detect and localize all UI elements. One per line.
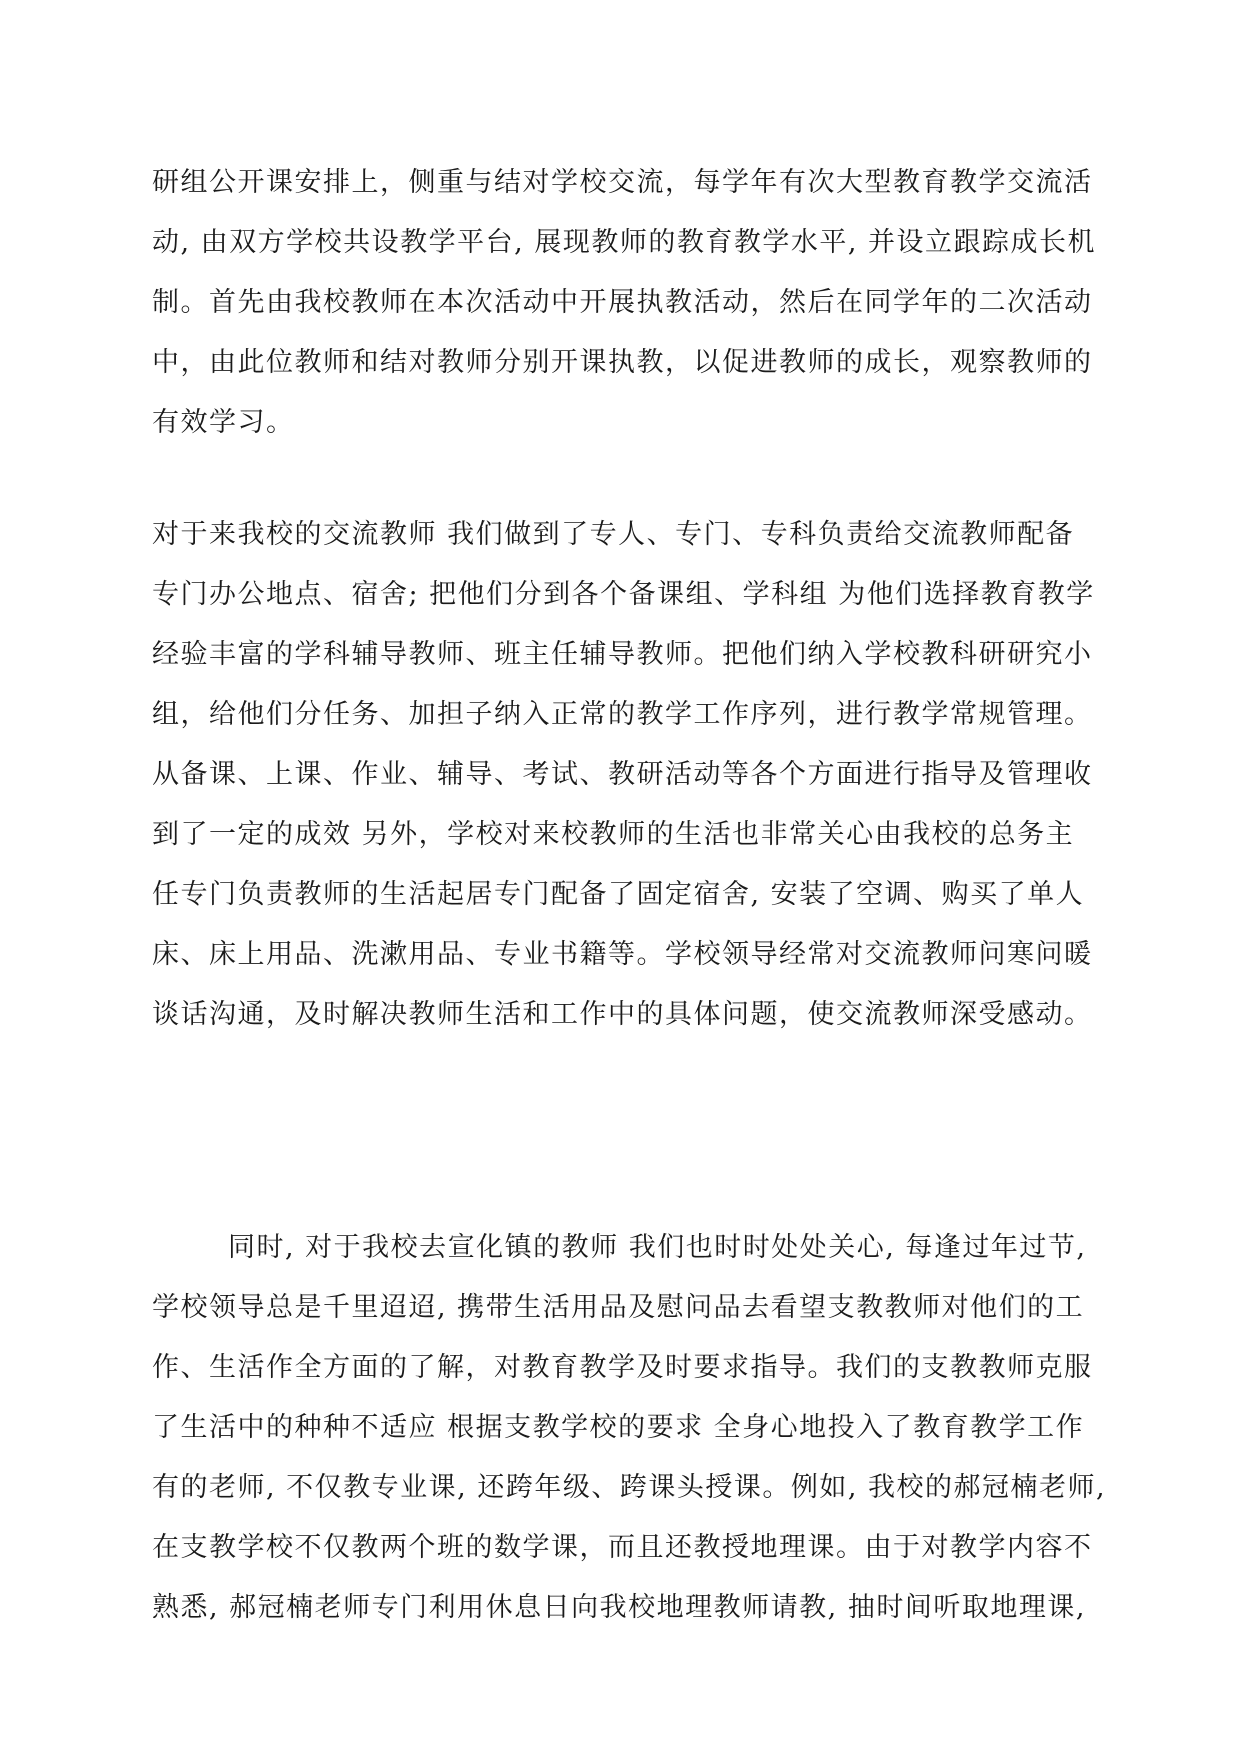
text-line: 动, 由双方学校共设教学平台, 展现教师的教育教学水平, 并设立跟踪成长机 xyxy=(152,227,1096,258)
text-line: 学校领导总是千里迢迢, 携带生活用品及慰问品去看望支教教师对他们的工 xyxy=(152,1292,1085,1323)
text-line: 制。首先由我校教师在本次活动中开展执教活动，然后在同学年的二次活动 xyxy=(152,287,1093,318)
text-line: 在支教学校不仅教两个班的数学课，而且还教授地理课。由于对教学内容不 xyxy=(152,1532,1093,1563)
text-line: 同时, 对于我校去宣化镇的教师 我们也时时处处关心, 每逢过年过节, xyxy=(228,1232,1087,1263)
paragraph-1 xyxy=(152,153,1112,453)
text-line: 组，给他们分任务、加担子纳入正常的教学工作序列，进行教学常规管理。 xyxy=(152,699,1093,730)
text-line: 从备课、上课、作业、辅导、考试、教研活动等各个方面进行指导及管理收 xyxy=(152,759,1093,790)
text-line: 经验丰富的学科辅导教师、班主任辅导教师。把他们纳入学校教科研研究小 xyxy=(152,639,1093,670)
text-line: 研组公开课安排上，侧重与结对学校交流，每学年有次大型教育教学交流活 xyxy=(152,167,1093,198)
text-line: 有效学习。 xyxy=(152,407,295,438)
text-line: 熟悉, 郝冠楠老师专门利用休息日向我校地理教师请教, 抽时间听取地理课, xyxy=(152,1592,1086,1623)
text-line: 到了一定的成效 另外，学校对来校教师的生活也非常关心由我校的总务主 xyxy=(152,819,1075,850)
text-line: 了生活中的种种不适应 根据支教学校的要求 全身心地投入了教育教学工作 xyxy=(152,1412,1085,1443)
text-line: 专门办公地点、宿舍; 把他们分到各个备课组、学科组 为他们选择教育教学 xyxy=(152,579,1095,610)
paragraph-2 xyxy=(152,505,1112,1045)
text-line: 床、床上用品、洗漱用品、专业书籍等。学校领导经常对交流教师问寒问暖 xyxy=(152,939,1093,970)
text-line: 有的老师, 不仅教专业课, 还跨年级、跨课头授课。例如, 我校的郝冠楠老师, xyxy=(152,1472,1107,1503)
text-line: 谈话沟通，及时解决教师生活和工作中的具体问题，使交流教师深受感动。 xyxy=(152,999,1093,1030)
text-line: 中，由此位教师和结对教师分别开课执教，以促进教师的成长，观察教师的 xyxy=(152,347,1093,378)
text-line: 对于来我校的交流教师 我们做到了专人、专门、专科负责给交流教师配备 xyxy=(152,519,1075,550)
text-line: 作、生活作全方面的了解，对教育教学及时要求指导。我们的支教教师克服 xyxy=(152,1352,1093,1383)
text-line: 任专门负责教师的生活起居专门配备了固定宿舍, 安装了空调、购买了单人 xyxy=(152,879,1085,910)
paragraph-3 xyxy=(152,1218,1112,1638)
